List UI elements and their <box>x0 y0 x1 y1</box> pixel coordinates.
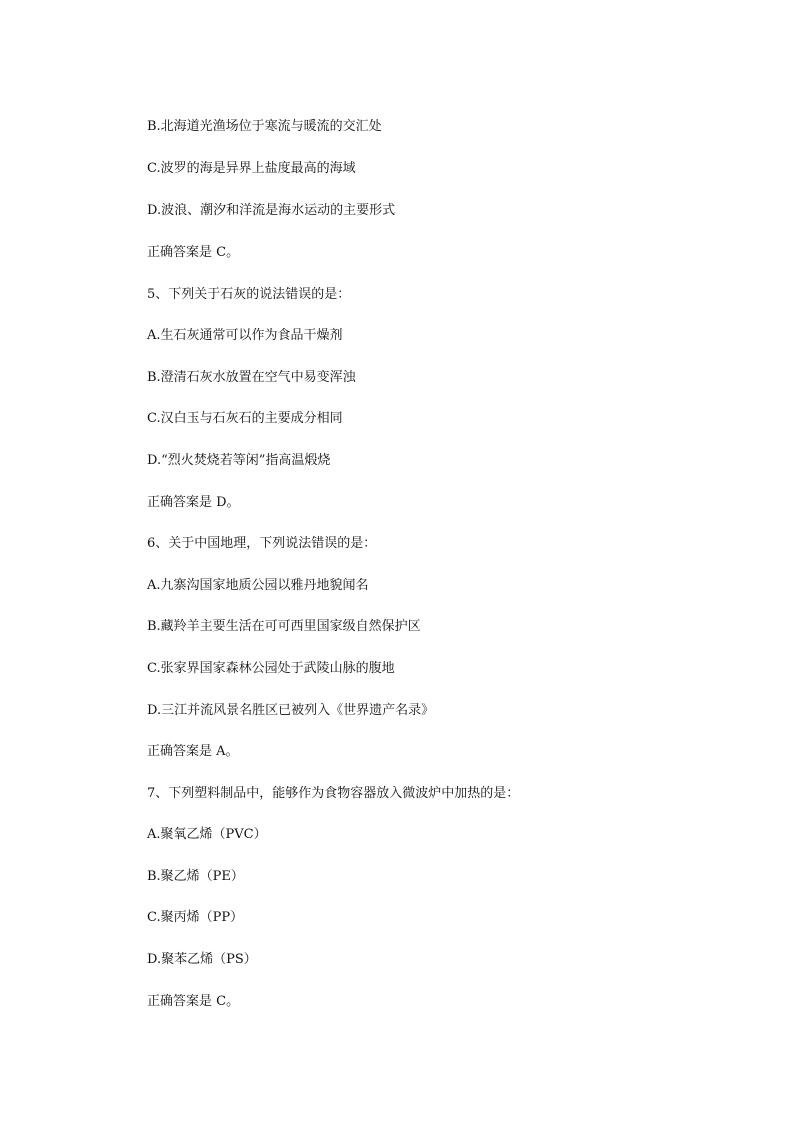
q6-option-b: B.藏羚羊主要生活在可可西里国家级自然保护区 <box>147 619 421 634</box>
q5-option-d: D.“烈火焚烧若等闲”指高温煅烧 <box>147 453 331 468</box>
q4-option-c: C.波罗的海是异界上盐度最高的海域 <box>147 161 356 176</box>
q5-option-a: A.生石灰通常可以作为食品干燥剂 <box>147 328 343 343</box>
q6-question: 6、关于中国地理，下列说法错误的是： <box>147 536 377 551</box>
q4-option-d: D.波浪、潮汐和洋流是海水运动的主要形式 <box>147 203 396 218</box>
q5-question: 5、下列关于石灰的说法错误的是： <box>147 287 351 302</box>
q7-question: 7、下列塑料制品中，能够作为食物容器放入微波炉中加热的是： <box>147 786 520 801</box>
q5-answer: 正确答案是 D。 <box>147 495 240 510</box>
q6-option-c: C.张家界国家森林公园处于武陵山脉的腹地 <box>147 661 395 676</box>
q7-option-c: C.聚丙烯（PP） <box>147 910 244 925</box>
q6-answer: 正确答案是 A。 <box>147 744 239 759</box>
q4-option-b: B.北海道光渔场位于寒流与暖流的交汇处 <box>147 119 382 134</box>
q7-option-a: A.聚氧乙烯（PVC） <box>147 827 267 842</box>
q7-answer: 正确答案是 C。 <box>147 994 240 1009</box>
q5-option-b: B.澄清石灰水放置在空气中易变浑浊 <box>147 370 356 385</box>
q7-option-d: D.聚苯乙烯（PS） <box>147 952 257 967</box>
q6-option-a: A.九寨沟国家地质公园以雅丹地貌闻名 <box>147 578 369 593</box>
q4-answer: 正确答案是 C。 <box>147 245 240 260</box>
q7-option-b: B.聚乙烯（PE） <box>147 869 244 884</box>
q6-option-d: D.三江并流风景名胜区已被列入《世界遗产名录》 <box>147 703 435 718</box>
q5-option-c: C.汉白玉与石灰石的主要成分相同 <box>147 411 343 426</box>
